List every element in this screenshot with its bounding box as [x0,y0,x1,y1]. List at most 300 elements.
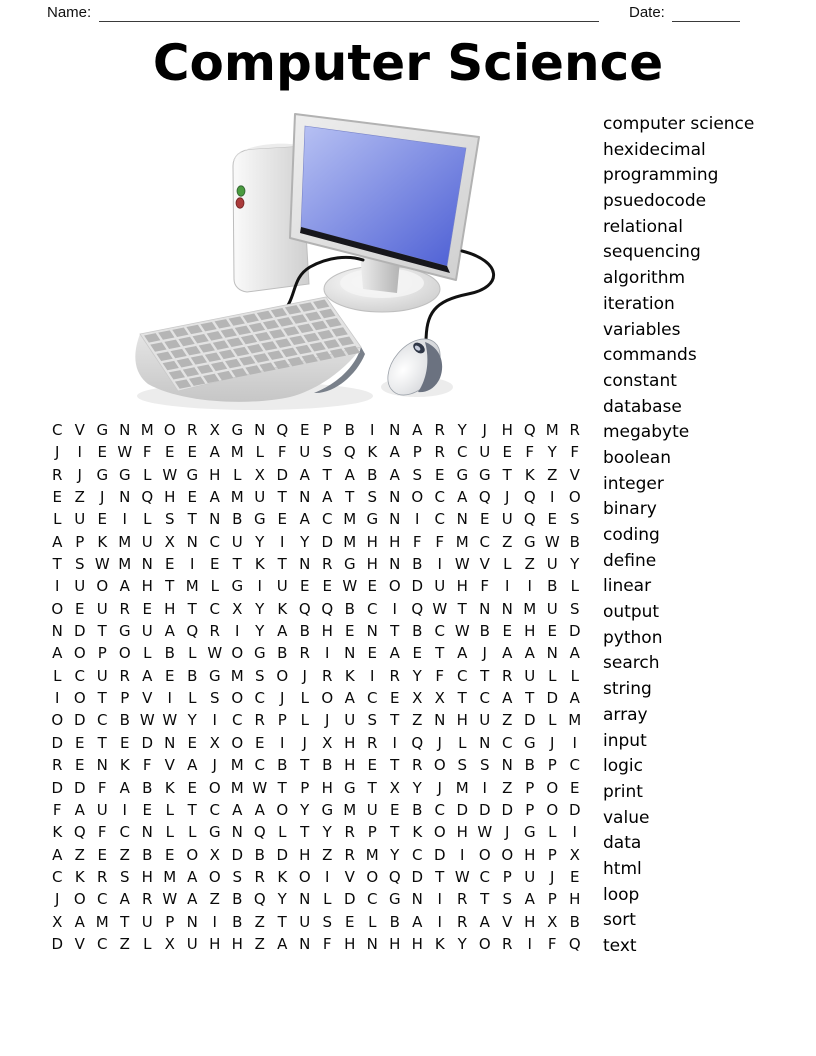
grid-cell: U [344,711,356,730]
word-item: value [603,807,650,828]
grid-cell: K [367,443,378,462]
grid-cell: Z [502,711,513,730]
grid-cell: B [142,845,153,864]
grid-cell: U [501,510,513,529]
grid-cell: O [411,488,424,507]
grid-cell: D [51,934,64,953]
grid-cell: A [569,689,580,708]
grid-cell: L [210,577,219,596]
monitor-icon [290,114,479,280]
grid-cell: R [457,890,468,909]
computer-illustration [120,103,540,413]
grid-cell: J [325,711,330,730]
grid-cell: E [97,510,107,529]
grid-cell: C [97,934,108,953]
grid-cell: M [95,912,109,931]
grid-cell: W [477,823,493,842]
grid-cell: M [568,711,582,730]
grid-cell: R [322,555,333,574]
grid-cell: M [343,532,357,551]
grid-cell: E [480,510,490,529]
grid-cell: O [208,867,221,886]
grid-cell: N [141,823,153,842]
grid-cell: A [412,912,423,931]
grid-cell: Q [73,823,86,842]
grid-cell: E [502,443,512,462]
grid-cell: L [548,666,557,685]
grid-cell: W [162,465,178,484]
grid-cell: U [96,800,108,819]
grid-cell: S [209,689,220,708]
grid-cell: K [119,756,130,775]
grid-cell: O [51,599,64,618]
grid-cell: A [74,912,85,931]
name-label: Name: [47,4,92,21]
grid-cell: X [52,912,63,931]
grid-cell: R [299,644,310,663]
grid-cell: J [302,666,307,685]
grid-cell: C [322,510,333,529]
grid-cell: A [52,845,63,864]
grid-cell: S [457,756,468,775]
grid-row [46,665,586,687]
grid-cell: U [74,577,86,596]
grid-cell: W [162,711,178,730]
grid-cell: Y [255,622,265,641]
grid-cell: G [253,510,266,529]
grid-cell: H [524,845,536,864]
grid-cell: J [550,733,555,752]
grid-cell: R [434,443,445,462]
grid-cell: A [119,778,130,797]
grid-cell: R [502,934,513,953]
grid-cell: E [435,465,445,484]
grid-cell: M [523,599,537,618]
grid-cell: B [232,510,243,529]
grid-row [46,821,586,843]
grid-cell: R [254,867,265,886]
grid-cell: Z [524,555,535,574]
word-item: array [603,704,648,725]
word-item: psuedocode [603,191,707,212]
grid-cell: I [325,644,330,663]
grid-cell: O [51,711,64,730]
grid-cell: V [142,689,153,708]
grid-cell: Z [254,934,265,953]
grid-cell: J [55,443,60,462]
grid-cell: D [51,778,64,797]
grid-cell: R [52,465,63,484]
grid-cell: H [569,890,581,909]
grid-cell: I [482,778,487,797]
grid-cell: R [344,845,355,864]
grid-cell: B [277,756,288,775]
grid-cell: N [411,890,423,909]
grid-cell: N [479,599,491,618]
grid-cell: Q [388,867,401,886]
grid-cell: C [457,443,468,462]
grid-cell: I [212,912,217,931]
grid-cell: Y [457,934,467,953]
grid-cell: Z [209,890,220,909]
grid-cell: Q [343,443,356,462]
grid-cell: N [434,711,446,730]
grid-cell: R [389,666,400,685]
grid-cell: L [188,689,197,708]
grid-cell: G [118,622,131,641]
grid-row [46,687,586,709]
grid-cell: C [367,599,378,618]
grid-cell: K [344,666,355,685]
grid-cell: B [164,644,175,663]
grid-cell: C [479,867,490,886]
grid-cell: M [118,532,132,551]
grid-cell: D [51,733,64,752]
grid-cell: E [187,443,197,462]
grid-cell: N [456,510,468,529]
grid-cell: R [434,421,445,439]
grid-cell: P [97,644,107,663]
grid-cell: N [119,421,131,439]
grid-cell: X [164,532,175,551]
grid-cell: W [139,711,155,730]
grid-cell: N [366,934,378,953]
grid-cell: D [478,800,491,819]
grid-cell: A [187,890,198,909]
grid-cell: P [547,845,557,864]
grid-cell: A [412,421,423,439]
grid-cell: W [207,644,223,663]
grid-cell: F [97,823,107,842]
grid-cell: A [277,622,288,641]
grid-cell: G [321,800,334,819]
grid-cell: R [142,890,153,909]
grid-cell: S [322,443,333,462]
grid-cell: D [456,800,469,819]
grid-cell: Y [570,555,580,574]
grid-cell: O [321,689,334,708]
grid-cell: A [209,488,220,507]
grid-cell: T [97,689,107,708]
grid-cell: B [569,912,580,931]
grid-cell: S [569,510,580,529]
grid-cell: J [100,488,105,507]
grid-cell: N [344,644,356,663]
grid-cell: C [119,823,130,842]
grid-cell: E [165,555,175,574]
grid-cell: H [389,532,401,551]
grid-cell: X [434,689,445,708]
grid-cell: R [457,912,468,931]
grid-cell: H [209,934,221,953]
word-item: input [603,730,647,751]
grid-cell: E [367,644,377,663]
word-item: print [603,781,643,802]
grid-cell: F [435,666,445,685]
grid-cell: I [77,443,82,462]
grid-cell: S [119,867,130,886]
grid-cell: V [74,421,85,439]
grid-cell: Q [253,890,266,909]
grid-cell: T [390,622,400,641]
grid-cell: R [412,756,423,775]
grid-cell: E [97,845,107,864]
grid-cell: W [454,555,470,574]
grid-cell: S [412,465,423,484]
grid-cell: C [367,890,378,909]
grid-cell: V [164,756,175,775]
grid-cell: O [96,577,109,596]
grid-cell: Y [457,421,467,439]
grid-cell: T [300,756,310,775]
grid-cell: E [570,778,580,797]
grid-cell: P [412,443,422,462]
grid-cell: I [572,733,577,752]
grid-cell: C [434,510,445,529]
grid-cell: H [456,711,468,730]
grid-cell: A [52,644,63,663]
grid-cell: F [525,443,535,462]
grid-cell: I [55,689,60,708]
grid-cell: N [96,756,108,775]
grid-cell: O [231,644,244,663]
grid-cell: L [368,912,377,931]
grid-cell: P [75,532,85,551]
grid-cell: H [321,622,333,641]
grid-cell: T [187,800,197,819]
grid-cell: R [187,421,198,439]
grid-cell: G [208,823,221,842]
grid-cell: E [187,778,197,797]
grid-cell: L [458,733,467,752]
grid-cell: H [389,934,401,953]
grid-cell: D [73,622,86,641]
grid-cell: Z [74,488,85,507]
grid-cell: T [52,555,62,574]
grid-cell: E [390,800,400,819]
grid-cell: K [412,823,423,842]
grid-cell: S [367,711,378,730]
grid-cell: T [277,912,287,931]
grid-cell: W [454,867,470,886]
grid-cell: P [502,867,512,886]
grid-cell: O [501,845,514,864]
grid-cell: R [344,823,355,842]
grid-cell: L [255,443,264,462]
grid-cell: Q [186,622,199,641]
grid-cell: J [482,644,487,663]
grid-cell: C [97,711,108,730]
grid-cell: C [209,532,220,551]
grid-cell: T [232,555,242,574]
grid-cell: T [390,823,400,842]
word-item: relational [603,216,683,237]
grid-cell: I [212,711,217,730]
grid-cell: S [74,555,85,574]
grid-cell: L [503,555,512,574]
grid-cell: I [167,689,172,708]
grid-cell: M [343,800,357,819]
grid-cell: Q [523,421,536,439]
grid-cell: Y [322,823,332,842]
grid-cell: N [186,912,198,931]
grid-cell: P [547,890,557,909]
grid-cell: X [389,778,400,797]
grid-cell: K [97,532,108,551]
grid-cell: F [547,934,557,953]
grid-cell: N [51,622,63,641]
grid-cell: U [546,599,558,618]
grid-cell: U [141,622,153,641]
grid-cell: B [277,644,288,663]
grid-cell: F [142,443,152,462]
grid-row [46,777,586,799]
grid-cell: T [120,912,130,931]
grid-cell: Z [502,532,513,551]
grid-cell: Z [547,465,558,484]
grid-cell: A [74,800,85,819]
grid-cell: D [568,622,581,641]
grid-cell: C [254,756,265,775]
grid-cell: V [479,555,490,574]
grid-cell: D [141,733,154,752]
grid-cell: G [523,733,536,752]
grid-cell: L [143,510,152,529]
grid-cell: G [456,465,469,484]
word-item: megabyte [603,422,690,443]
grid-cell: E [345,912,355,931]
grid-cell: S [322,912,333,931]
grid-cell: G [231,421,244,439]
grid-cell: D [276,465,289,484]
word-item: database [603,396,682,417]
grid-cell: H [366,555,378,574]
grid-cell: A [322,488,333,507]
grid-cell: X [547,912,558,931]
grid-cell: H [344,733,356,752]
grid-cell: A [502,644,513,663]
date-blank-line [672,2,740,22]
grid-cell: L [233,465,242,484]
grid-cell: L [570,666,579,685]
grid-cell: K [524,465,535,484]
grid-cell: E [390,689,400,708]
grid-cell: L [278,823,287,842]
grid-cell: Y [412,778,422,797]
grid-cell: G [343,778,356,797]
grid-cell: N [479,733,491,752]
grid-cell: L [570,577,579,596]
grid-cell: W [162,890,178,909]
grid-cell: F [435,532,445,551]
grid-cell: Y [547,443,557,462]
grid-cell: X [209,845,220,864]
grid-cell: O [478,934,491,953]
grid-cell: E [142,800,152,819]
grid-cell: M [185,577,199,596]
grid-cell: A [569,644,580,663]
grid-cell: A [254,800,265,819]
grid-cell: J [77,465,82,484]
grid-cell: M [163,867,177,886]
grid-cell: H [524,912,536,931]
grid-cell: X [322,733,333,752]
grid-cell: B [389,912,400,931]
word-item: output [603,602,660,623]
grid-cell: Y [300,532,310,551]
grid-cell: Y [255,599,265,618]
grid-row [46,642,586,664]
word-item: data [603,833,642,854]
grid-cell: O [366,867,379,886]
grid-cell: J [505,823,510,842]
grid-cell: I [280,532,285,551]
grid-row [46,866,586,888]
grid-cell: I [550,488,555,507]
grid-cell: I [572,823,577,842]
grid-row [46,799,586,821]
grid-cell: S [164,510,175,529]
grid-cell: D [321,532,334,551]
grid-cell: D [433,845,446,864]
grid-row [46,486,586,508]
grid-cell: B [254,845,265,864]
grid-cell: H [299,845,311,864]
grid-cell: B [322,756,333,775]
grid-cell: D [231,845,244,864]
grid-cell: V [569,465,580,484]
grid-cell: U [299,443,311,462]
grid-cell: S [232,867,243,886]
grid-cell: H [344,756,356,775]
name-blank-line [99,2,599,22]
grid-cell: M [365,845,379,864]
grid-cell: O [231,689,244,708]
grid-cell: N [299,555,311,574]
grid-cell: M [230,443,244,462]
grid-cell: C [434,800,445,819]
grid-cell: W [544,532,560,551]
grid-cell: I [392,733,397,752]
grid-cell: R [97,867,108,886]
grid-row [46,709,586,731]
grid-cell: Z [119,845,130,864]
grid-cell: N [501,756,513,775]
grid-cell: P [120,689,130,708]
grid-cell: A [344,465,355,484]
grid-cell: H [231,934,243,953]
grid-cell: T [97,733,107,752]
grid-cell: F [412,532,422,551]
grid-cell: Z [322,845,333,864]
grid-row [46,419,586,441]
grid-cell: B [412,800,423,819]
grid-cell: B [232,912,243,931]
grid-cell: N [299,890,311,909]
grid-cell: Y [300,800,310,819]
grid-cell: D [523,711,536,730]
grid-cell: E [165,845,175,864]
grid-cell: B [344,599,355,618]
grid-cell: T [187,510,197,529]
grid-cell: J [482,421,487,439]
word-item: hexidecimal [603,139,706,160]
grid-cell: R [209,622,220,641]
grid-cell: F [52,800,62,819]
grid-row [46,531,586,553]
grid-cell: Y [390,845,400,864]
grid-cell: J [550,867,555,886]
